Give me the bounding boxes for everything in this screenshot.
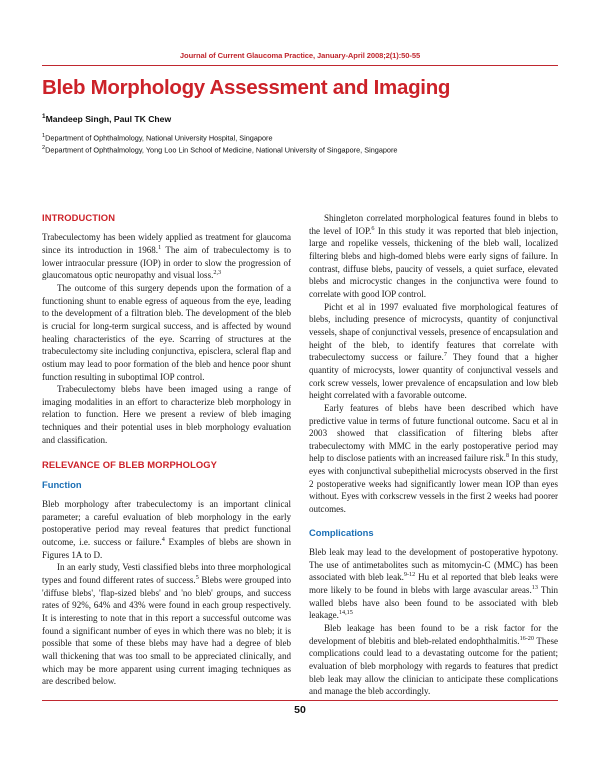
spacer: [309, 516, 558, 527]
citation-ref: 2,3: [213, 269, 222, 277]
affiliation-mark-1: 1: [42, 133, 46, 140]
paragraph-intro-2: The outcome of this surgery depends upon the formation of a functioning shunt to enable egress of aqueous from the eye, leading to the development of a filtration bleb. The development of the bleb is crucial for long-term surgical success, and is affected by wound healing characteristics of the eye. Scarring of structures at the trabeculectomy site including conjunctiva, episclera, scleral flap and ostium may lead to poor formation of the bleb and hence poor shunt function resulting in suboptimal IOP control.: [42, 282, 291, 382]
text-run: Early features of blebs have been described which have predictive value in terms of future functional outcome. Sacu et al in 2003 showed that classification of filtering blebs after trabeculectomy with MMC in the early postoperative period may help to disclose patients with an increased failure risk.: [309, 402, 558, 464]
paragraph-function-1: [42, 498, 291, 561]
citation-ref: 8: [505, 452, 510, 460]
subheading-complications: Complications: [309, 526, 374, 538]
citation-ref: 1: [158, 243, 162, 251]
body-columns: [42, 212, 558, 698]
text-run: In this study it was reported that bleb injection, large and ropelike vessels, thickening of the bleb wall, localized filtering blebs and high-domed blebs were early signs of failure. In contrast, diffuse blebs, paucity of vessels, a quiet surface, elevated blebs and microcystic changes in the conjunctiva were found to correlate with good IOP control.: [309, 225, 558, 299]
citation-ref: 13: [531, 583, 538, 591]
footer-rule: [42, 700, 558, 701]
affiliation-2: [42, 144, 558, 156]
paragraph-function-2: [42, 561, 291, 688]
affiliations: [42, 132, 558, 155]
citation-ref: 9-12: [403, 571, 416, 579]
text-run: Shingleton correlated morphological features found in blebs to the level of IOP.: [309, 213, 558, 236]
text-run: Blebs were grouped into 'diffuse blebs', 'flap-sized blebs' and 'no bleb' groups, and success rates of 92%, 64% and 43% were found in each group respectively. It is interesting to note that in this report a successful outcome was found a significant number of eyes in which there was no bleb; it is possible that some of these blebs may have had a degree of bleb wall thickening that was too small to be appreciated clinically, and which may be more apparent using current imaging techniques as are described below.: [42, 574, 291, 687]
paragraph-intro-3: Trabeculectomy blebs have been imaged using a range of imaging modalities in an effort to characterize bleb morphology in relation to function. Here we present a review of bleb imaging techniques and their potential uses in bleb morphology evaluation and classification.: [42, 384, 291, 445]
citation-ref: 14,15: [338, 609, 353, 617]
page-title: Bleb Morphology Assessment and Imaging: [42, 76, 451, 100]
text-run: Picht et al in 1997 evaluated five morphological features of blebs, including presence of microcysts, quantity of conjunctival vessels, shape of conjunctival vessels, presence of encapsulation and height of the bleb, to identify features that correlate with trabeculectomy success or failure.: [309, 301, 558, 363]
text-run: Thin walled blebs have also been found to be associated with bleb leakage.: [309, 585, 559, 621]
text-run: The aim of trabeculectomy is to lower intraocular pressure (IOP) in order to slow the progression of glaucomatous optic neuropathy and visual loss.: [42, 244, 291, 281]
paragraph-picht: [309, 301, 558, 402]
text-run: These complications could lead to a devastating outcome for the patient; evaluation of bleb morphology with regards to features that predict bleb leak may allow the clinician to anticipate these complications and manage the bleb accordingly.: [309, 635, 559, 697]
citation-ref: 6: [371, 224, 375, 232]
paragraph-complications-1: [309, 546, 558, 622]
affiliation-1: [42, 132, 558, 144]
author-mark-1: 1: [42, 113, 46, 121]
text-run: Hu et al reported that bleb leaks were more likely to be found in blebs with large avascular areas.: [309, 572, 558, 595]
author-names: Mandeep Singh, Paul TK Chew: [45, 113, 172, 124]
text-run: Bleb leak may lead to the development of postoperative hypotony. The use of antimetabolites such as mitomycin-C (MMC) has been associated with bleb leak.: [309, 547, 558, 583]
paragraph-complications-2: [309, 622, 558, 698]
citation-ref: 4: [161, 535, 165, 543]
text-run: In an early study, Vesti classified blebs into three morphological types and found different rates of success.: [42, 562, 291, 585]
citation-ref: 16-20: [519, 634, 534, 642]
affiliation-mark-2: 2: [42, 144, 46, 151]
journal-citation-line: Journal of Current Glaucoma Practice, January-April 2008;2(1):50-55: [179, 51, 421, 60]
spacer: [42, 446, 291, 459]
section-heading-relevance: RELEVANCE OF BLEB MORPHOLOGY: [42, 459, 218, 471]
header-rule: [42, 65, 558, 67]
page-number: 50: [294, 704, 306, 716]
affiliation-2-text: Department of Ophthalmology, Yong Loo Lin School of Medicine, National University of Singapore, Singapore: [45, 145, 398, 155]
subheading-function: Function: [42, 478, 82, 490]
text-run: Trabeculectomy has been widely applied as treatment for glaucoma since its introduction in 1968.: [42, 232, 291, 255]
text-run: Bleb morphology after trabeculectomy is an important clinical parameter; a careful evaluation of bleb morphology in the early postoperative period may reveal features that predict functional outcome, i.e. success or failure.: [42, 499, 291, 547]
text-run: In this study, eyes with conjunctival subepithelial microcysts observed in the first 2 postoperative weeks had significantly lower mean IOP than eyes without. Eyes with corkscrew vessels in the first 2 weeks had poorer outcomes.: [309, 453, 558, 515]
author-list: [42, 113, 558, 124]
text-run: Examples of blebs are shown in Figures 1A to D.: [42, 536, 291, 560]
left-column: [42, 212, 291, 698]
paragraph-sacu: [309, 402, 558, 516]
paragraph-intro-1: [42, 231, 291, 282]
text-run: Bleb leakage has been found to be a risk factor for the development of blebitis and bleb-related endophthalmitis.: [309, 622, 558, 646]
section-heading-introduction: INTRODUCTION: [42, 212, 116, 223]
affiliation-1-text: Department of Ophthalmology, National University Hospital, Singapore: [45, 133, 273, 143]
right-column: [309, 212, 558, 698]
paragraph-shingleton: [309, 212, 558, 301]
citation-ref: 7: [443, 351, 447, 359]
citation-ref: 5: [195, 573, 199, 581]
text-run: They found that a higher quantity of microcysts, lower quantity of conjunctival vessels and cork screw vessels, lower prevalence of encapsulation and low bleb height correlated with a favorable outcome.: [309, 352, 558, 401]
